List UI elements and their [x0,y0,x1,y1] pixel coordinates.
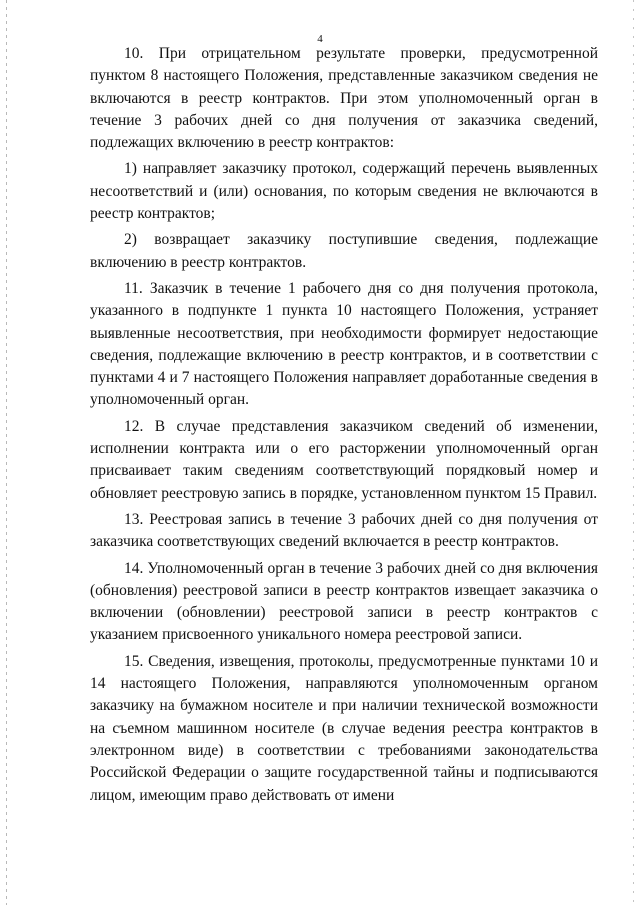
page-number: 4 [317,33,323,45]
document-body [90,43,598,811]
paragraph-12: 12. В случае представления заказчиком сведений об изменении, исполнении контракта или о его расторжении уполномоченный орган присваивает таким сведениям соответствующий порядковый номер и обновляет реестровую запись в порядке, установленном пунктом 15 Правил. [90,417,598,502]
paragraph-14: 14. Уполномоченный орган в течение 3 рабочих дней со дня включения (обновления) реестровой записи в реестр контрактов извещает заказчика о включении (обновлении) реестровой записи в реестр контрактов с указанием присвоенного уникального номера реестровой записи. [90,559,598,644]
scan-edge-left [6,0,7,905]
paragraph-10: 10. При отрицательном результате проверки, предусмотренной пунктом 8 настоящего Положения, представленные заказчиком сведения не включаются в реестр контрактов. При этом уполномоченный орган в течение 3 рабочих дней со дня получения от заказчика сведений, подлежащих включению в реестр контрактов: [90,45,598,152]
paragraph-13: 13. Реестровая запись в течение 3 рабочих дней со дня получения от заказчика соответствующих сведений включается в реестр контрактов. [90,510,598,551]
subparagraph-10-1: 1) направляет заказчику протокол, содержащий перечень выявленных несоответствий и (или) основания, по которым сведения не включаются в реестр контрактов; [90,160,598,223]
paragraph-15: 15. Сведения, извещения, протоколы, предусмотренные пунктами 10 и 14 настоящего Положения, направляются уполномоченным органом заказчику на бумажном носителе и при наличии технической возможности на съемном машинном носителе (в случае ведения реестра контрактов в электронном виде) в соответствии с требованиями законодательства Российской Федерации о защите государственной тайны и подписываются лицом, имеющим право действовать от имени [90,652,598,804]
subparagraph-10-2: 2) возвращает заказчику поступившие сведения, подлежащие включению в реестр контрактов. [90,231,598,271]
scan-edge-right [633,0,634,905]
paragraph-11: 11. Заказчик в течение 1 рабочего дня со дня получения протокола, указанного в подпункте 1 пункта 10 настоящего Положения, устраняет выявленные несоответствия, при необходимости формирует недостающие сведения, подлежащие включению в реестр контрактов, и в соответствии с пунктами 4 и 7 настоящего Положения направляет доработанные сведения в уполномоченный орган. [90,279,598,409]
